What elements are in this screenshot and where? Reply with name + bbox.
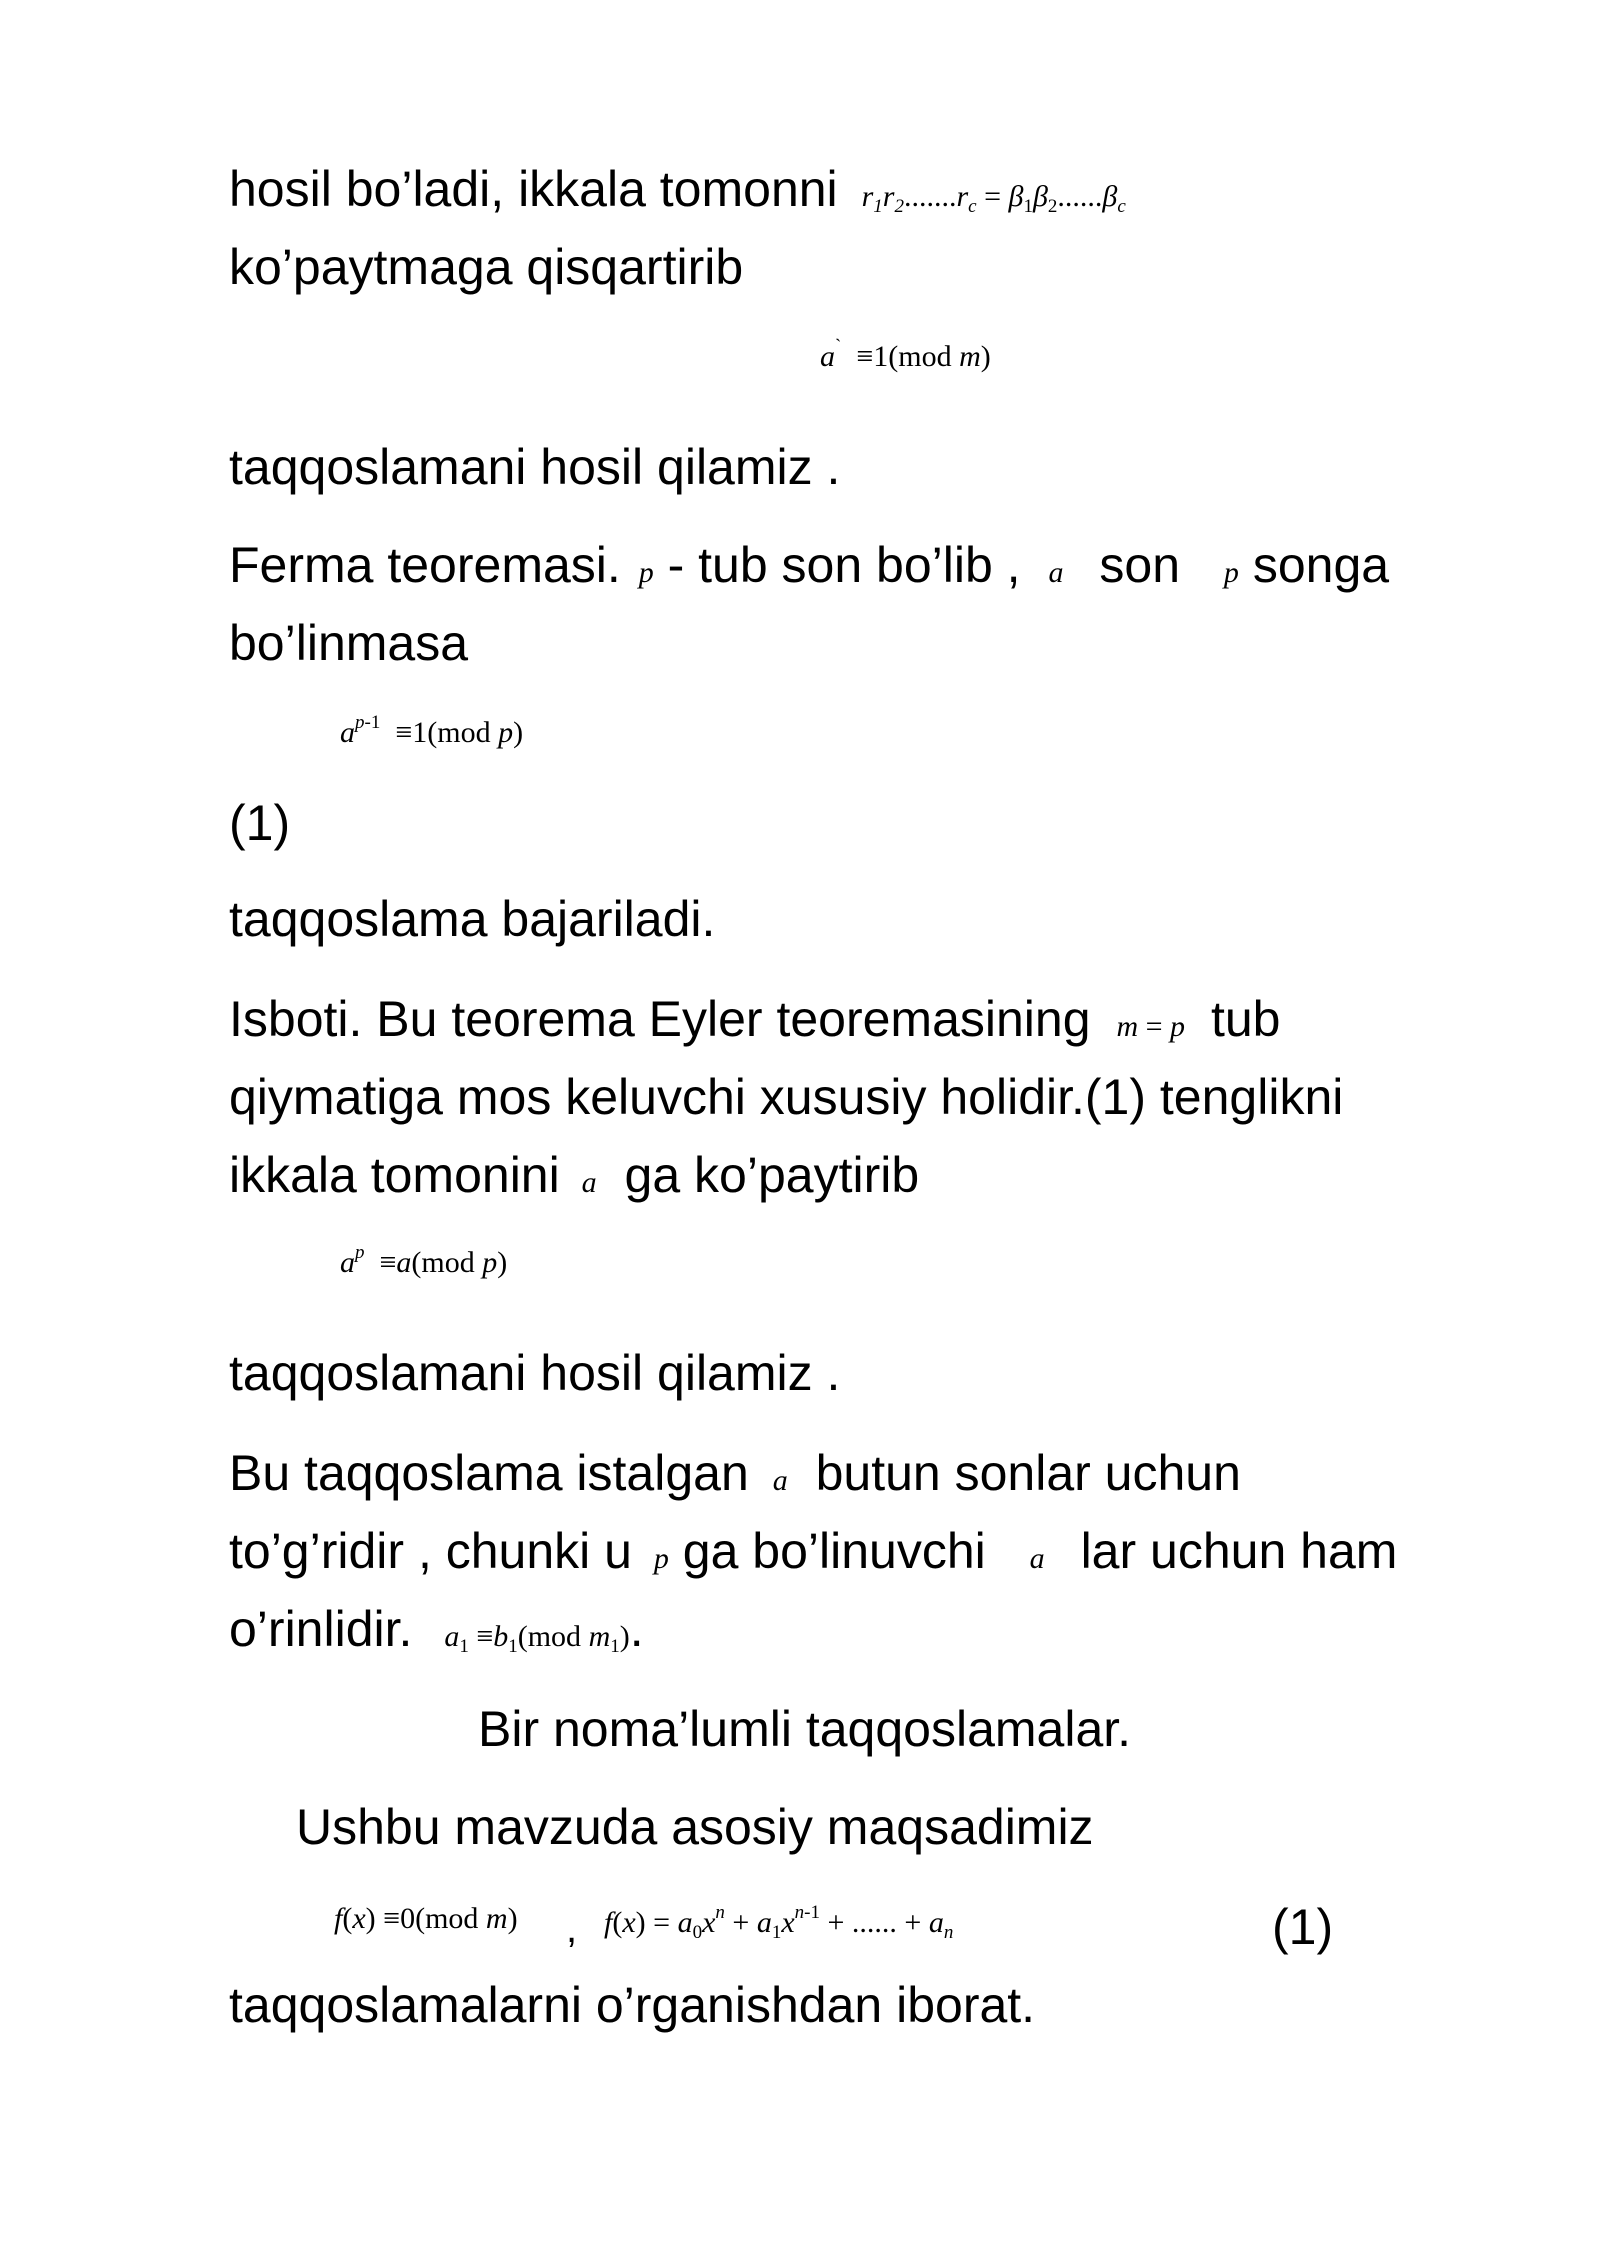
formula-product-equality: $r_1r_2.......r_c = \beta_1\beta_2......\beta_c$ xyxy=(861,180,1126,217)
text-span: qiymatiga mos keluvchi xususiy holidir.(1) tenglikni xyxy=(229,1069,1344,1125)
section-heading xyxy=(478,1690,1131,1768)
text-span: . xyxy=(629,1601,644,1657)
text-span: son xyxy=(1099,537,1181,593)
text-span: taqqoslama bajariladi. xyxy=(229,891,716,947)
text-span: Bir noma’lumli taqqoslamalar. xyxy=(478,1701,1132,1757)
paragraph-line xyxy=(296,1788,1094,1866)
text-span: bo’linmasa xyxy=(229,615,469,671)
paragraph-line xyxy=(229,1058,1343,1136)
paragraph-line xyxy=(229,1512,1397,1598)
formula-variable-p: p xyxy=(638,556,654,589)
text-span: - tub son bo’lib , xyxy=(667,537,1021,593)
text-span: Ushbu mavzuda asosiy maqsadimiz xyxy=(296,1799,1094,1855)
paragraph-line xyxy=(229,1966,1035,2044)
text-span: to’g’ridir , chunki u xyxy=(229,1523,632,1579)
text-span: Isboti. Bu teorema Eyler teoremasining xyxy=(229,991,1091,1047)
formula-a1-congruence: $a_1 \equiv b_1(mod$ $m_1$) xyxy=(444,1620,630,1657)
text-span: o’rinlidir. xyxy=(229,1601,413,1657)
paragraph-line xyxy=(229,880,715,958)
equation-number xyxy=(229,784,290,862)
paragraph-line xyxy=(229,526,1389,612)
formula-variable-a: a xyxy=(581,1166,597,1199)
text-span: taqqoslamalarni o’rganishdan iborat. xyxy=(229,1977,1036,2033)
text-span: ga ko’paytirib xyxy=(624,1147,920,1203)
equation-number xyxy=(1272,1888,1333,1966)
text-span: tub xyxy=(1210,991,1281,1047)
formula-variable-p: p xyxy=(1223,556,1239,589)
text-span: hosil bo’ladi, ikkala tomonni xyxy=(229,161,838,217)
paragraph-line xyxy=(229,228,743,306)
text-span: ikkala tomonini xyxy=(229,1147,560,1203)
formula-m-equals-p: m = p xyxy=(1116,1010,1186,1043)
text-span: Bu taqqoslama istalgan xyxy=(229,1445,749,1501)
formula-congruence-ap: $a^p \equiv a(mod$ p) xyxy=(340,1242,508,1279)
text-span: taqqoslamani hosil qilamiz . xyxy=(229,439,841,495)
text-span: Ferma teoremasi. xyxy=(229,537,621,593)
paragraph-line xyxy=(229,980,1280,1066)
formula-separator xyxy=(566,1890,577,1968)
formula-f-congruence: f(x) ≡0(mod m) xyxy=(334,1902,518,1935)
formula-polynomial: $f(x) = a_0x^n + a_1x^{n-1}$ + ...... + $a_n$ xyxy=(604,1902,954,1943)
text-span: (1) xyxy=(1272,1899,1334,1955)
paragraph-line xyxy=(229,604,468,682)
text-span: lar uchun ham xyxy=(1080,1523,1398,1579)
text-span: ko’paytmaga qisqartirib xyxy=(229,239,744,295)
text-span: songa xyxy=(1252,537,1390,593)
paragraph-line xyxy=(229,1334,840,1412)
formula-variable-a: a xyxy=(1048,556,1064,589)
formula-congruence-mod-m: a` ≡1(mod m) xyxy=(820,336,991,373)
formula-variable-a: a xyxy=(772,1464,788,1497)
paragraph-line xyxy=(229,1590,644,1686)
formula-fermat-congruence: $a^{p-1} \equiv 1(mod$ p) xyxy=(340,712,524,749)
text-span: taqqoslamani hosil qilamiz . xyxy=(229,1345,841,1401)
text-span: butun sonlar uchun xyxy=(815,1445,1241,1501)
formula-variable-a: a xyxy=(1029,1542,1045,1575)
paragraph-line xyxy=(229,1434,1241,1520)
paragraph-line xyxy=(229,1136,919,1222)
paragraph-line xyxy=(229,428,840,506)
text-span: (1) xyxy=(229,795,291,851)
text-span: , xyxy=(566,1907,578,1951)
text-span: ga bo’linuvchi xyxy=(682,1523,986,1579)
formula-variable-p: p xyxy=(653,1542,669,1575)
